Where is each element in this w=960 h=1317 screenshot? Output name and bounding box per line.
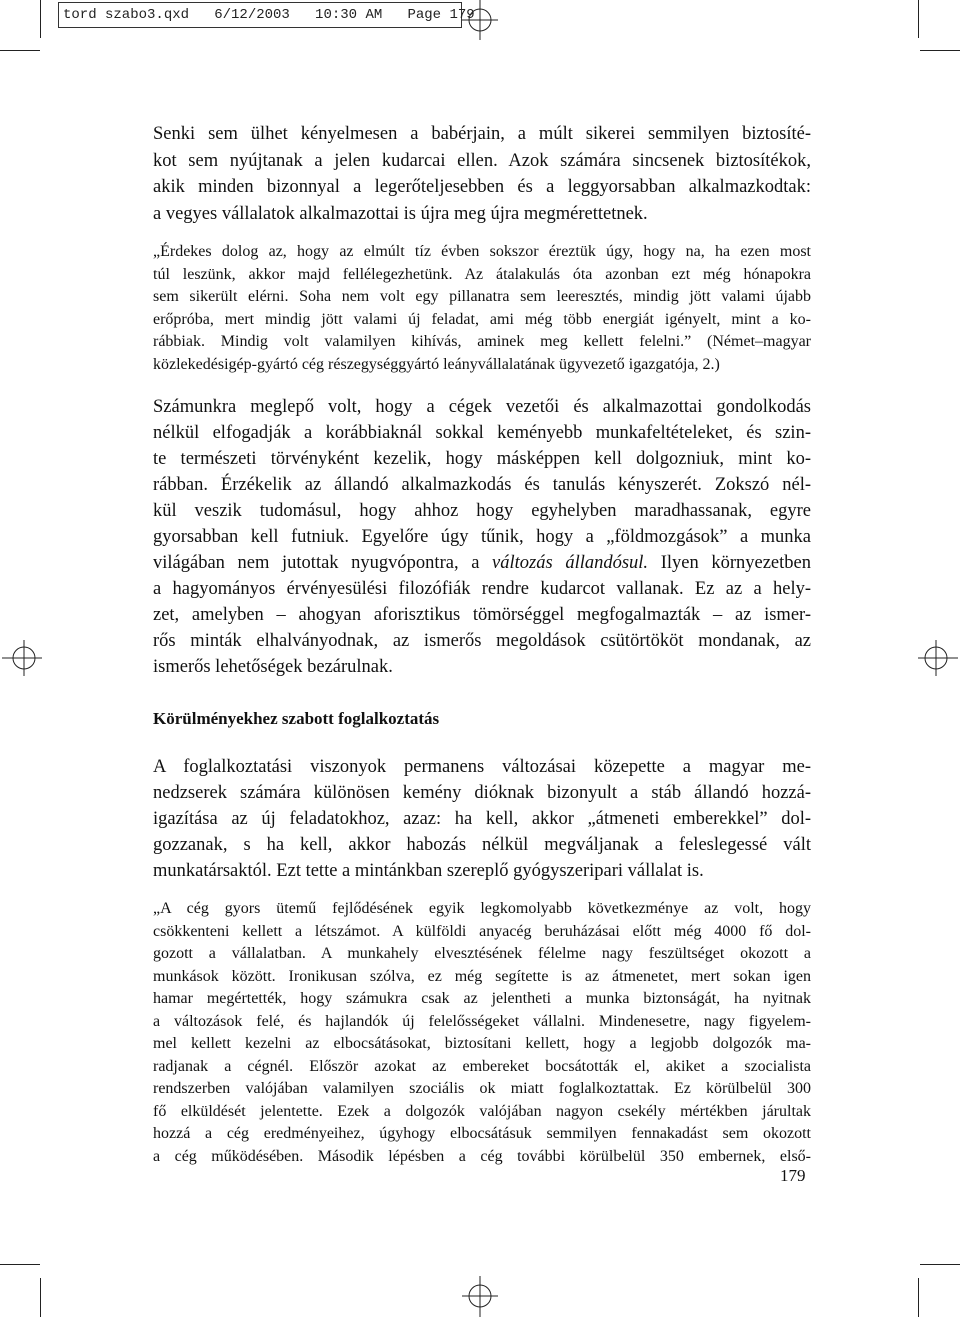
registration-mark-right bbox=[918, 640, 958, 676]
text-line: túl leszünk, akkor majd fellélegezhetünk. Az átalakulás óta azonban ezt még hónapokra bbox=[153, 265, 811, 283]
text-line: radjanak a cégnél. Először azokat az embereket bocsátották el, akiket a szocialista bbox=[153, 1057, 811, 1075]
text-line bbox=[153, 550, 811, 576]
text-line: a hagyományos érvényesülési filozófiák rendre kudarcot vallanak. Ez az a hely- bbox=[153, 579, 811, 599]
text-line: mel kellett kezelni az elbocsátásokat, biztosítani kellett, hogy a legjobb dolgozók ma- bbox=[153, 1035, 811, 1052]
crop-mark bbox=[0, 50, 40, 51]
text-line: munkások között. Ironikusan szólva, ez még segítette is az átmenetet, mert sokan igen bbox=[153, 967, 811, 985]
crop-mark bbox=[918, 0, 919, 38]
body-paragraph-1 bbox=[153, 394, 811, 680]
text-line: a változások felé, és hajlandók új felelősségeket vállalni. Mindenesetre, nagy figyelem- bbox=[153, 1012, 811, 1030]
text-line: igazítása az új feladatokhoz, azaz: ha kell, akkor „átmeneti emberekkel” dol- bbox=[153, 809, 811, 829]
print-slug: tord szabo3.qxd 6/12/2003 10:30 AM Page 179 bbox=[58, 2, 462, 28]
crop-mark bbox=[40, 1278, 41, 1317]
registration-mark-bottom bbox=[462, 1276, 498, 1317]
text-line: Senki sem ülhet kényelmesen a babérjain, a múlt sikerei semmilyen biztosíté- bbox=[153, 124, 811, 144]
text-line: nedzserek számára különösen kemény dióknak bizonyult a stáb állandó hozzá- bbox=[153, 783, 811, 803]
text-line: sem sikerült elérni. Soha nem volt egy pillanatra sem leeresztés, mindig jött valami újabb bbox=[153, 288, 811, 305]
text-line: rábbiak. Mindig volt valamilyen kihívás, aminek meg kellett felelni.” (Német–magyar bbox=[153, 333, 811, 350]
crop-mark bbox=[40, 0, 41, 38]
text-line: „A cég gyors ütemű fejlődésének egyik legkomolyabb következménye az volt, hogy bbox=[153, 900, 811, 917]
text-line: gyorsabban kell futniuk. Egyelőre úgy tűnik, hogy a „földmozgások” a munka bbox=[153, 527, 811, 547]
emphasis-text: változás állandósul. bbox=[492, 553, 649, 573]
text-line: rábban. Érzékelik az állandó alkalmazkodás és tanulás kényszerét. Zokszó nél- bbox=[153, 475, 811, 495]
interview-quote-2 bbox=[153, 898, 811, 1168]
body-paragraph-2 bbox=[153, 754, 811, 884]
text-line: ismerős lehetőségek bezárulnak. bbox=[153, 657, 393, 677]
text-line: rős minták elhalványodnak, az ismerős megoldások csütörtököt mondanak, az bbox=[153, 631, 811, 651]
text-line: a cég működésében. Második lépésben a cég további körülbelül 350 embernek, első- bbox=[153, 1147, 811, 1165]
text-line: A foglalkoztatási viszonyok permanens változásai közepette a magyar me- bbox=[153, 757, 811, 777]
text-line: kül veszik tudomásul, hogy ahhoz hogy egyhelyben maradhassanak, egyre bbox=[153, 501, 811, 521]
text-line: kot sem nyújtanak a jelen kudarcai ellen. Azok számára sincsenek biztosítékok, bbox=[153, 150, 811, 171]
intro-paragraph bbox=[153, 121, 811, 227]
text-run: Ilyen környezetben bbox=[648, 553, 811, 573]
interview-quote-1 bbox=[153, 241, 811, 376]
text-line: te természeti törvényként kezelik, hogy másképpen kell dolgozniuk, mint ko- bbox=[153, 449, 811, 469]
text-line: gozott a vállalatban. A munkahely elvesztésének félelme nagy feszültséget okozott a bbox=[153, 945, 811, 962]
text-line: Számunkra meglepő volt, hogy a cégek vezetői és alkalmazottai gondolkodás bbox=[153, 397, 811, 417]
text-line: nélkül elfogadják a korábbiaknál sokkal keményebb munkafeltételeket, és szin- bbox=[153, 423, 811, 443]
crop-mark bbox=[920, 50, 960, 51]
text-line: csökkenteni kellett a létszámot. A külföldi anyacég beruházásai előtt még 4000 fő dol- bbox=[153, 922, 811, 940]
text-line: hozzá a cég eredményeihez, úgyhogy elbocsátásuk semmilyen fennakadást sem okozott bbox=[153, 1125, 811, 1142]
text-run: világában nem jutottak nyugvópontra, a bbox=[153, 553, 493, 573]
registration-mark-top bbox=[462, 0, 498, 40]
text-line: fő elküldését jelentette. Ezek a dolgozók valójában nagyon csekély mértékben járultak bbox=[153, 1102, 811, 1120]
crop-mark bbox=[920, 1264, 960, 1265]
crop-mark bbox=[918, 1278, 919, 1317]
text-line: akik minden bizonnyal a legerőteljesebben és a leggyorsabban alkalmazkodtak: bbox=[153, 177, 811, 197]
text-line: hamar megértették, hogy számukra csak az jelentheti a munka biztonságát, ha nyitnak bbox=[153, 990, 811, 1007]
text-line: munkatársaktól. Ezt tette a mintánkban szereplő gyógyszeripari vállalat is. bbox=[153, 861, 704, 881]
text-line: gozzanak, s ha kell, akkor habozás nélkül megváljanak a feleslegessé vált bbox=[153, 835, 811, 855]
crop-mark bbox=[0, 1264, 40, 1265]
registration-mark-left bbox=[2, 640, 42, 676]
text-line: közlekedésigép-gyártó cég részegységgyártó leányvállalatának ügyvezető igazgatója, 2.) bbox=[153, 355, 720, 373]
page-number: 179 bbox=[780, 1166, 806, 1185]
text-line: „Érdekes dolog az, hogy az elmúlt tíz évben sokszor éreztük úgy, hogy na, ha ezen most bbox=[153, 243, 811, 260]
text-line: erőpróba, mert mindig jött valami új feladat, ami még több energiát igényelt, mint a ko- bbox=[153, 310, 811, 328]
section-heading: Körülményekhez szabott foglalkoztatás bbox=[153, 709, 440, 728]
text-line: a vegyes vállalatok alkalmazottai is újra meg újra megmérettetnek. bbox=[153, 203, 648, 224]
text-line: rendszerben valójában valamilyen szociális ok miatt foglalkoztattak. Ez körülbelül 300 bbox=[153, 1080, 811, 1097]
text-line: zet, amelyben – ahogyan aforisztikus tömörséggel megfogalmazták – az ismer- bbox=[153, 605, 811, 625]
